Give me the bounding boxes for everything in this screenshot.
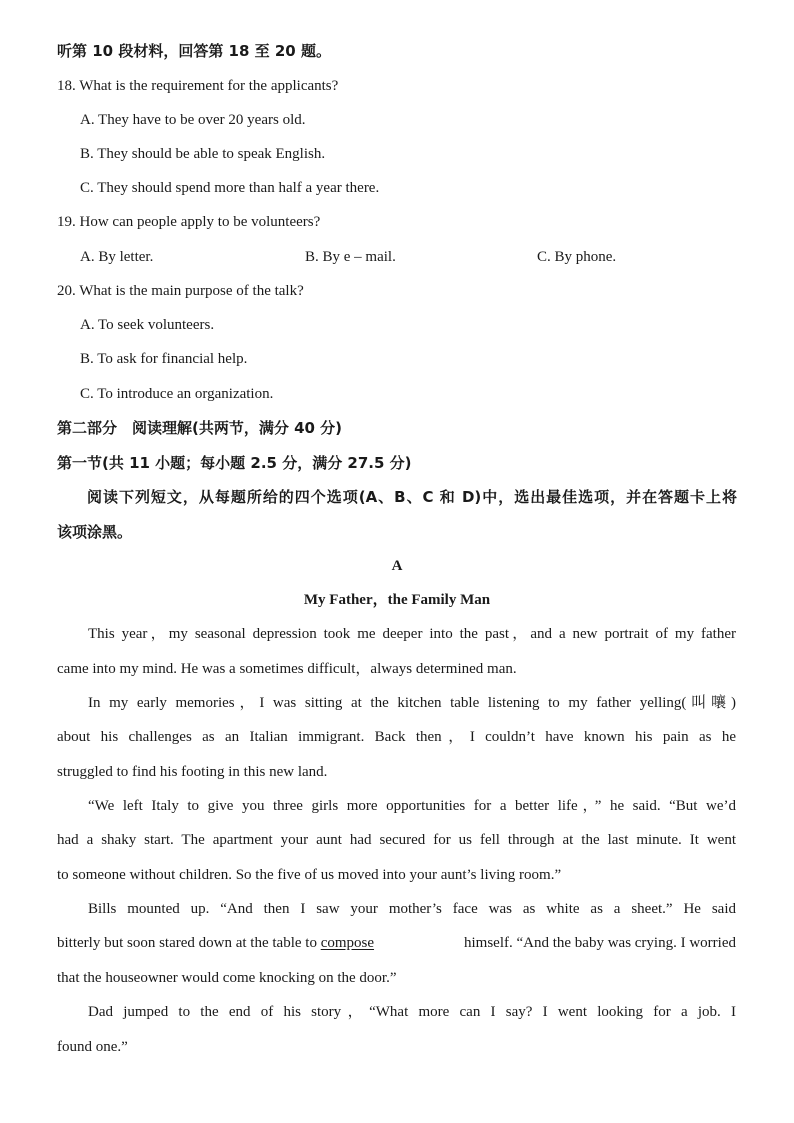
question-18-option-b: B. They should be able to speak English. <box>80 146 326 162</box>
passage-label: A <box>391 558 403 574</box>
question-19-stem: 19. How can people apply to be volunteers? <box>57 214 321 230</box>
question-20-option-a: A. To seek volunteers. <box>80 317 215 333</box>
question-20-stem: 20. What is the main purpose of the talk? <box>57 283 304 299</box>
question-19-option-c: C. By phone. <box>537 249 617 265</box>
paragraph-line: Bills mounted up. “And then I saw your mother’s face was as white as a sheet.” He said <box>88 901 736 917</box>
paragraph-line-segment: himself. “And the baby was crying. I worried <box>463 935 736 951</box>
paragraph-line-segment: bitterly but soon stared down at the table to <box>57 935 317 951</box>
listening-instruction: 听第 10 段材料，回答第 18 至 20 题。 <box>57 42 331 60</box>
question-20-option-c: C. To introduce an organization. <box>80 386 274 402</box>
question-20-option-b: B. To ask for financial help. <box>80 351 248 367</box>
passage-title: My Father，the Family Man <box>303 592 491 608</box>
question-18-stem: 18. What is the requirement for the applicants? <box>57 78 339 94</box>
paragraph-line: came into my mind. He was a sometimes difficult，always determined man. <box>57 661 517 677</box>
reading-directions-line-1: 阅读下列短文，从每题所给的四个选项(A、B、C 和 D)中，选出最佳选项，并在答题卡上将 <box>87 488 737 506</box>
paragraph-line-with-underline <box>57 933 736 953</box>
question-19-option-a: A. By letter. <box>80 249 154 265</box>
paragraph-line: found one.” <box>57 1039 128 1055</box>
paragraph-line: to someone without children. So the five of us moved into your aunt’s living room.” <box>57 867 562 883</box>
question-18-option-c: C. They should spend more than half a year there. <box>80 180 380 196</box>
paragraph-line: that the houseowner would come knocking on the door.” <box>57 970 397 986</box>
paragraph-line: had a shaky start. The apartment your aunt had secured for us fell through at the last minute. It went <box>57 832 736 848</box>
question-18-option-a: A. They have to be over 20 years old. <box>80 112 306 128</box>
paragraph-line: This year，my seasonal depression took me deeper into the past，and a new portrait of my father <box>88 626 736 642</box>
underlined-word: compose <box>320 935 375 951</box>
paragraph-line: In my early memories，I was sitting at the kitchen table listening to my father yelling(叫嚷) <box>88 695 736 711</box>
paragraph-line: about his challenges as an Italian immigrant. Back then，I couldn’t have known his pain as he <box>57 729 736 745</box>
reading-directions-line-2: 该项涂黑。 <box>57 523 133 541</box>
paragraph-line: “We left Italy to give you three girls more opportunities for a better life，” he said. “But we’d <box>88 798 736 814</box>
reading-section-heading: 第一节(共 11 小题；每小题 2.5 分，满分 27.5 分) <box>57 454 412 472</box>
reading-part-heading: 第二部分 阅读理解(共两节，满分 40 分) <box>57 419 343 437</box>
question-19-option-b: B. By e – mail. <box>305 249 396 265</box>
paragraph-line: struggled to find his footing in this new land. <box>57 764 328 780</box>
paragraph-line: Dad jumped to the end of his story，“What more can I say? I went looking for a job. I <box>88 1004 736 1020</box>
